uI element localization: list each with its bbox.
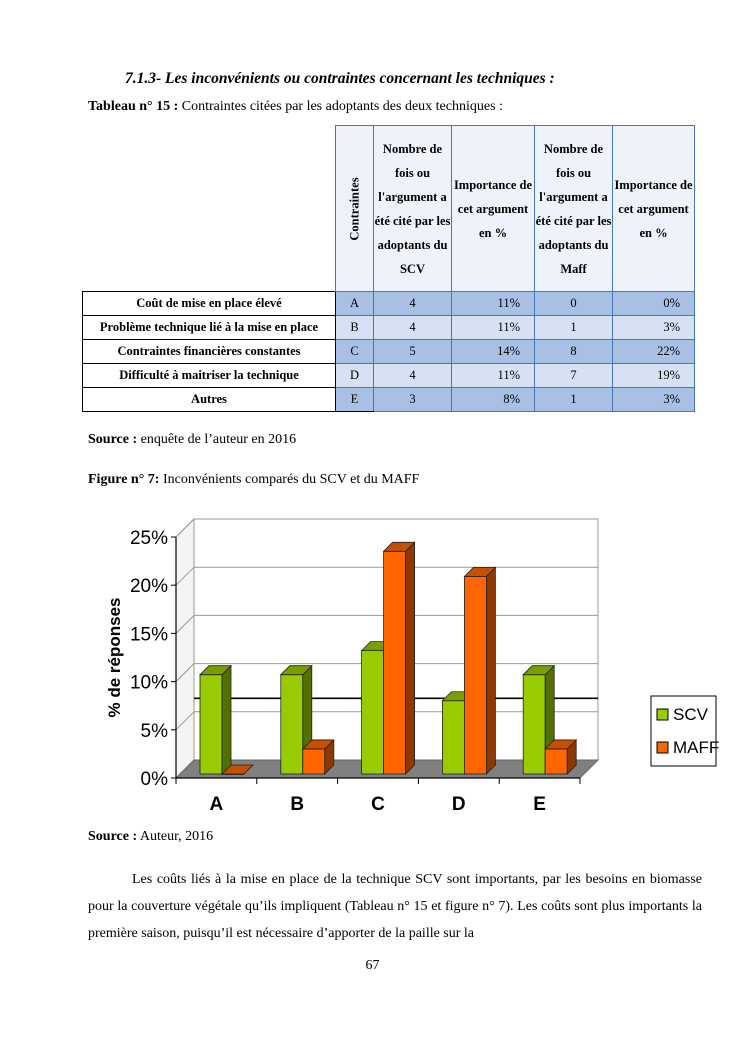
figure-source-label: Source :	[88, 829, 138, 844]
row-count-scv: 4	[374, 364, 452, 388]
table-source-label: Source :	[88, 432, 138, 447]
legend-label-maff: MAFF	[673, 738, 720, 757]
row-label: Autres	[83, 388, 336, 412]
header-count-maff: Nombre de fois ou l'argument a été cité par les adoptants du Maff	[535, 126, 613, 292]
bar-scv-a	[200, 675, 222, 774]
bar-scv-d	[442, 701, 464, 774]
bar-maff-e	[545, 749, 567, 774]
body-paragraph-text: Les coûts liés à la mise en place de la technique SCV sont importants, par les besoins en biomasse pour la couverture végétale qu’ils impliquent (Tableau n° 15 et figure n° 7). Les coûts sont plus importants la première saison, puisqu’il est nécessaire d’apporter de la paille sur la	[88, 872, 702, 941]
table-row	[83, 388, 695, 412]
row-pct-scv: 14%	[452, 340, 535, 364]
bar-maff-b	[303, 749, 325, 774]
table-header-row	[83, 126, 695, 292]
row-label: Coût de mise en place élevé	[83, 292, 336, 316]
header-pct-scv: Importance de cet argument en %	[452, 126, 535, 292]
bar-scv-b	[281, 675, 303, 774]
row-pct-scv: 11%	[452, 292, 535, 316]
figure-caption	[88, 472, 419, 488]
legend-swatch-scv	[657, 709, 668, 720]
bar-side-maff-c	[406, 542, 415, 774]
row-pct-scv: 8%	[452, 388, 535, 412]
table-row	[83, 364, 695, 388]
row-count-maff: 1	[535, 316, 613, 340]
row-code: A	[336, 292, 374, 316]
x-tick-label: C	[371, 794, 385, 815]
figure-source	[88, 829, 213, 845]
row-pct-maff: 22%	[613, 340, 695, 364]
y-tick-label: 0%	[140, 769, 168, 790]
figure-caption-text: Inconvénients comparés du SCV et du MAFF	[159, 472, 420, 487]
y-tick-label: 15%	[129, 624, 168, 646]
row-label: Problème technique lié à la mise en place	[83, 316, 336, 340]
header-contraintes: Contraintes	[336, 126, 374, 292]
table-row	[83, 316, 695, 340]
row-code: B	[336, 316, 374, 340]
figure-caption-label: Figure n° 7:	[88, 472, 160, 487]
row-code: E	[336, 388, 374, 412]
table-caption	[88, 99, 503, 115]
bar-side-maff-d	[486, 567, 495, 774]
y-tick-label: 25%	[129, 528, 168, 549]
row-count-maff: 0	[535, 292, 613, 316]
table-source	[88, 432, 296, 448]
row-pct-maff: 3%	[613, 316, 695, 340]
table-corner	[83, 126, 336, 292]
row-count-scv: 4	[374, 292, 452, 316]
y-axis-label: % de réponses	[105, 597, 124, 718]
legend-swatch-maff	[657, 742, 668, 753]
row-count-maff: 8	[535, 340, 613, 364]
figure-source-text: Auteur, 2016	[137, 829, 214, 844]
table-row	[83, 340, 695, 364]
row-label: Difficulté à maitriser la technique	[83, 364, 336, 388]
constraints-table	[82, 125, 695, 412]
y-tick-label: 20%	[129, 576, 168, 598]
table-caption-text: Contraintes citées par les adoptants des deux techniques :	[178, 99, 503, 114]
header-pct-maff: Importance de cet argument en %	[613, 126, 695, 292]
row-pct-maff: 0%	[613, 292, 695, 316]
bar-scv-c	[362, 651, 384, 774]
row-pct-maff: 3%	[613, 388, 695, 412]
x-tick-label: A	[209, 794, 224, 815]
row-count-scv: 3	[374, 388, 452, 412]
x-tick-label: B	[290, 794, 305, 815]
y-tick-label: 10%	[129, 672, 168, 694]
bar-chart	[0, 500, 745, 820]
row-count-scv: 5	[374, 340, 452, 364]
table-source-text: enquête de l’auteur en 2016	[137, 432, 297, 447]
row-pct-maff: 19%	[613, 364, 695, 388]
section-title: 7.1.3- Les inconvénients ou contraintes concernant les techniques :	[125, 70, 555, 87]
table-row	[83, 292, 695, 316]
x-tick-label: D	[451, 794, 466, 815]
row-count-scv: 4	[374, 316, 452, 340]
row-code: C	[336, 340, 374, 364]
header-count-scv: Nombre de fois ou l'argument a été cité par les adoptants du SCV	[374, 126, 452, 292]
x-tick-label: E	[533, 794, 546, 815]
row-code: D	[336, 364, 374, 388]
table-caption-label: Tableau n° 15 :	[88, 99, 179, 114]
chart-side-wall	[176, 519, 194, 778]
row-pct-scv: 11%	[452, 316, 535, 340]
row-label: Contraintes financières constantes	[83, 340, 336, 364]
legend-label-scv: SCV	[673, 705, 708, 724]
bar-maff-c	[384, 551, 406, 774]
row-pct-scv: 11%	[452, 364, 535, 388]
y-tick-label: 5%	[140, 720, 168, 742]
page-number: 67	[365, 958, 380, 973]
row-count-maff: 7	[535, 364, 613, 388]
row-count-maff: 1	[535, 388, 613, 412]
bar-scv-e	[523, 675, 545, 774]
bar-maff-d	[464, 576, 486, 774]
bar-side-scv-a	[222, 666, 231, 774]
body-paragraph	[88, 866, 702, 947]
